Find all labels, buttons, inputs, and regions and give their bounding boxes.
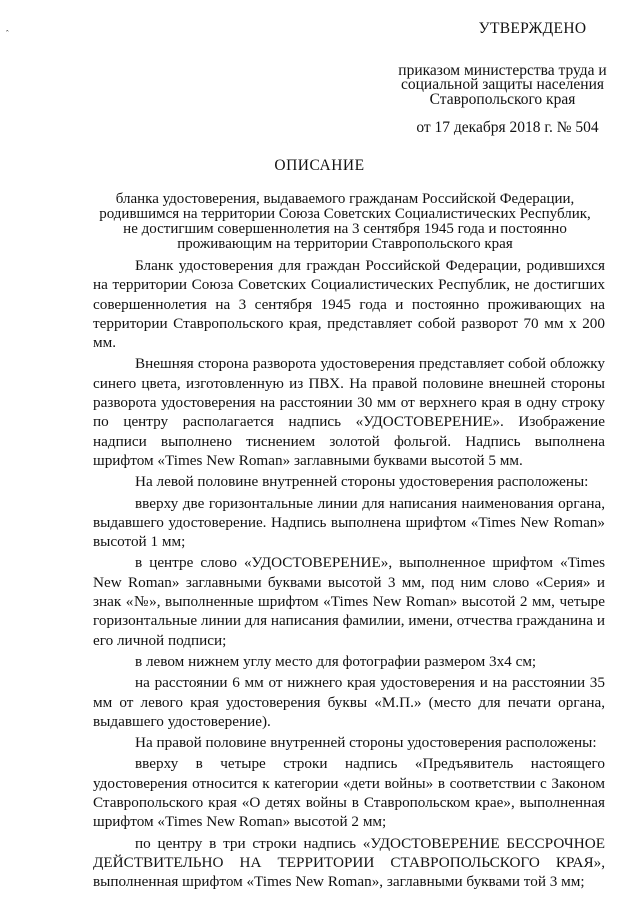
document-subtitle: бланка удостоверения, выдаваемого гражданам Российской Федерации, родившимся на территории Союза Советских Социалистических Республик, не достигшим совершеннолетия на 3 сентября 1945 года и постоянно проживающим на территории Ставропольского края: [99, 191, 591, 252]
approval-block: [395, 22, 610, 136]
paragraph: вверху в четыре строки надпись «Предъявитель настоящего удостоверения относится к категории «дети войны» в соответствии с Законом Ставропольского края «О детях войны в Ставропольском крае», выполненная шрифтом «Times New Roman» высотой 2 мм;: [93, 755, 605, 831]
order-line: социальной защиты населения: [400, 76, 604, 93]
paragraph: в центре слово «УДОСТОВЕРЕНИЕ», выполненное шрифтом «Times New Roman» заглавными буквами высотой 3 мм, под ним слово «Серия» и знак «№», выполненные шрифтом «Times New Roman» высотой 2 мм, четыре горизонтальные линии для написания фамилии, имени, отчества гражданина и его личной подписи;: [93, 554, 605, 649]
approved-heading: УТВЕРЖДЕНО: [478, 20, 587, 37]
scan-mark: ˆ: [6, 29, 9, 38]
order-line: приказом министерства труда и: [398, 61, 607, 79]
order-date: от 17 декабря 2018 г. № 504: [416, 119, 599, 136]
paragraph: по центру в три строки надпись «УДОСТОВЕРЕНИЕ БЕССРОЧНОЕ ДЕЙСТВИТЕЛЬНО НА ТЕРРИТОРИИ СТАВРОПОЛЬСКОГО КРАЯ», выполненная шрифтом «Times New Roman», заглавными буквами той 3 мм;: [93, 834, 605, 891]
document-body: [93, 256, 605, 892]
document-title: ОПИСАНИЕ: [274, 157, 365, 174]
paragraph: в левом нижнем углу место для фотографии размером 3x4 см;: [135, 652, 537, 670]
paragraph: На правой половине внутренней стороны удостоверения расположены:: [135, 734, 597, 752]
paragraph: Бланк удостоверения для граждан Российской Федерации, родившихся на территории Союза Советских Социалистических Республик, не достигших совершеннолетия на 3 сентября 1945 года и постоянно проживающих на территории Ставропольского края, представляет собой разворот 70 мм х 200 мм.: [93, 257, 605, 352]
order-line: Ставропольского края: [429, 90, 576, 108]
paragraph: на расстоянии 6 мм от нижнего края удостоверения и на расстоянии 35 мм от левого края удостоверения буквы «М.П.» (место для печати органа, выдавшего удостоверение).: [93, 674, 605, 730]
paragraph: Внешняя сторона разворота удостоверения представляет собой обложку синего цвета, изготовленную из ПВХ. На правой половине внешней стороны разворота удостоверения на расстоянии 30 мм от верхнего края в одну строку по центру располагается надпись «УДОСТОВЕРЕНИЕ». Изображение надписи выполнено тиснением золотой фольгой. Надпись выполнена шрифтом «Times New Roman» заглавными буквами высотой 5 мм.: [93, 355, 605, 469]
paragraph: На левой половине внутренней стороны удостоверения расположены:: [135, 473, 589, 491]
paragraph: вверху две горизонтальные линии для написания наименования органа, выдавшего удостоверение. Надпись выполнена шрифтом «Times New Roman» высотой 1 мм;: [93, 494, 605, 551]
